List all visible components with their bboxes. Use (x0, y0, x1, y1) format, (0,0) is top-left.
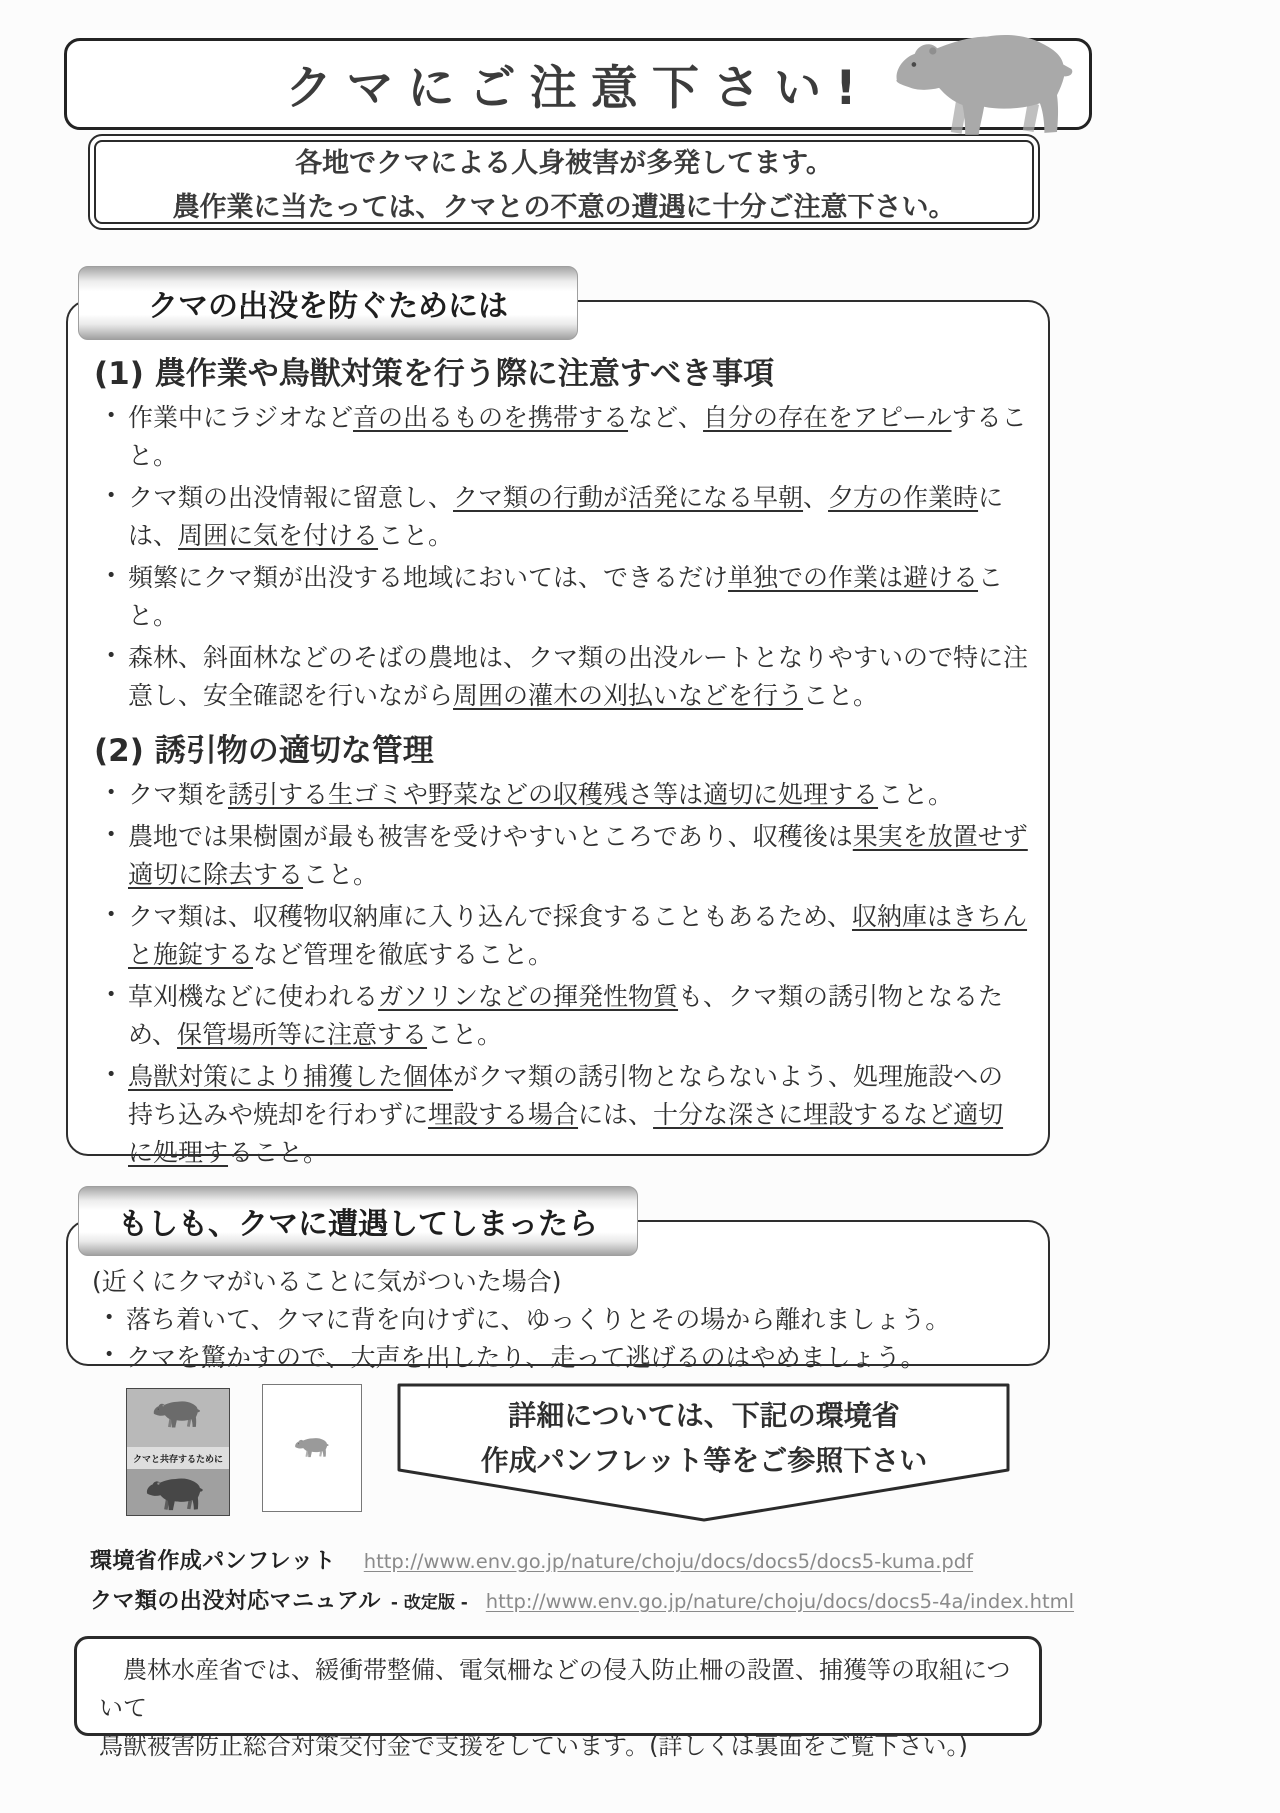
list-item: • 森林、斜面林などのそばの農地は、クマ類の出没ルートとなりやすいので特に注意し、安全確認を行いながら周囲の灌木の刈払いなどを行うこと。 (94, 639, 1028, 715)
link-label-suffix: - 改定版 - (390, 1593, 468, 1613)
list-item: • 鳥獣対策により捕獲した個体がクマ類の誘引物とならないよう、処理施設への持ち込みや焼却を行わずに埋設する場合には、十分な深さに埋設するなど適切に処理すること。 (94, 1058, 1028, 1172)
prevention-body (68, 302, 1048, 1172)
bear-icon (293, 1436, 331, 1460)
list-item: • 頻繁にクマ類が出没する地域においては、できるだけ単独での作業は避けること。 (94, 559, 1028, 635)
list-item: • クマ類の出没情報に留意し、クマ類の行動が活発になる早朝、夕方の作業時には、周囲に気を付けること。 (94, 479, 1028, 555)
callout-line-1: 詳細については、下記の環境省 (508, 1399, 900, 1432)
alert-line-1: 各地でクマによる人身被害が多発してます。 (295, 147, 833, 179)
support-line-2: 鳥獣被害防止総合対策交付金で支援をしています。(詳しくは裏面をご覧下さい。) (99, 1731, 968, 1760)
list-item: • クマ類は、収穫物収納庫に入り込んで採食することもあるため、収納庫はきちんと施錠するなど管理を徹底すること。 (94, 898, 1028, 974)
link-label: クマ類の出没対応マニュアル (90, 1589, 381, 1614)
prevention-heading-1: (1) 農作業や鳥獣対策を行う際に注意すべき事項 (94, 356, 775, 392)
list-item: • クマ類を誘引する生ゴミや野菜などの収穫残さ等は適切に処理すること。 (94, 776, 1028, 814)
prevention-tab-label: クマの出没を防ぐためには (148, 289, 508, 324)
pamphlet-cover-title: クマと共存するために (132, 1454, 223, 1465)
encounter-list (92, 1302, 1028, 1375)
list-item: • クマを驚かすので、大声を出したり、走って逃げるのはやめましょう。 (92, 1340, 1028, 1376)
pamphlet-cover-title-band (127, 1447, 229, 1469)
prevention-list-2 (94, 776, 1028, 1172)
callout-line-2: 作成パンフレット等をご参照下さい (480, 1444, 928, 1477)
prevention-tab-header (78, 266, 578, 340)
encounter-section (66, 1207, 1050, 1372)
pamphlet-cover-photo-top (127, 1389, 229, 1447)
link-row-manual (90, 1584, 1075, 1615)
pamphlet-url-link[interactable]: http://www.env.go.jp/nature/choju/docs/docs5/docs5-kuma.pdf (363, 1550, 974, 1573)
bear-icon (151, 1398, 203, 1432)
prevention-section (66, 289, 1050, 1167)
alert-box-inner (94, 140, 1034, 224)
prevention-list-1 (94, 399, 1028, 715)
alert-line-2: 農作業に当たっては、クマとの不意の遭遇に十分ご注意下さい。 (172, 191, 956, 223)
maff-support-box (74, 1636, 1042, 1760)
bear-icon (143, 1475, 207, 1515)
list-item: • 草刈機などに使われるガソリンなどの揮発性物質も、クマ類の誘引物となるため、保管場所等に注意すること。 (94, 978, 1028, 1054)
referral-callout (396, 1382, 1012, 1524)
pamphlet-cover-photo-bottom (127, 1469, 229, 1515)
encounter-note: (近くにクマがいることに気がついた場合) (92, 1267, 562, 1296)
prevention-heading-2: (2) 誘引物の適切な管理 (94, 733, 434, 769)
manual-url-link[interactable]: http://www.env.go.jp/nature/choju/docs/docs5-4a/index.html (485, 1590, 1075, 1613)
list-item: • 作業中にラジオなど音の出るものを携帯するなど、自分の存在をアピールすること。 (94, 399, 1028, 475)
link-label: 環境省作成パンフレット (90, 1549, 336, 1574)
page-title: クマにご注意下さい! (285, 60, 871, 116)
pamphlet-thumbnail-manual (262, 1384, 362, 1512)
pamphlet-thumbnail-kyozon (126, 1388, 230, 1516)
list-item: • 落ち着いて、クマに背を向けずに、ゆっくりとその場から離れましょう。 (92, 1302, 1028, 1338)
encounter-tab-label: もしも、クマに遭遇してしまったら (118, 1207, 598, 1242)
support-line-1: 農林水産省では、緩衝帯整備、電気柵などの侵入防止柵の設置、捕獲等の取組について (99, 1656, 1011, 1722)
pamphlet-links (90, 1544, 1075, 1624)
link-row-pamphlet (90, 1544, 1075, 1575)
list-item: • 農地では果樹園が最も被害を受けやすいところであり、収穫後は果実を放置せず適切に除去すること。 (94, 818, 1028, 894)
bear-illustration-icon (886, 24, 1084, 150)
encounter-tab-header (78, 1186, 638, 1256)
